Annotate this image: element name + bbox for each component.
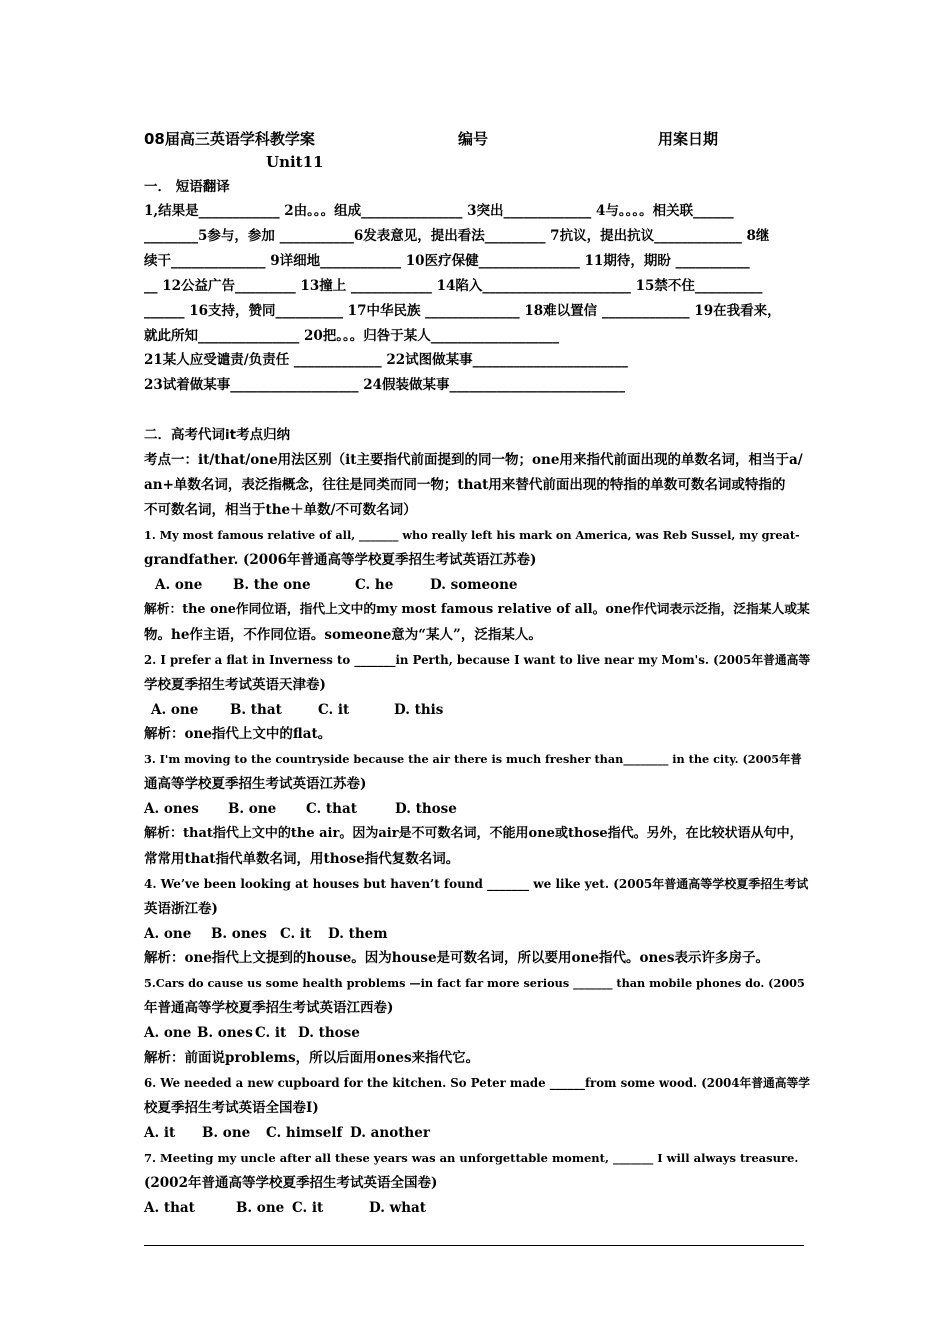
answer-options (144, 1199, 426, 1217)
analysis-line: 解析：the one作同位语，指代上文中的my most famous relative of all。one作代词表示泛指，泛指某人或某 (144, 602, 810, 617)
point-line: 不可数名词，相当于the＋单数/不可数名词） (144, 502, 417, 518)
question-line: 英语浙江卷) (144, 901, 218, 917)
phrase-line: 1,结果是____________ 2由。。。组成_______________ 3突出_____________ 4与。。。。相关联______ (144, 203, 734, 219)
analysis-line: 常常用that指代单数名词，用those指代复数名词。 (144, 851, 460, 867)
analysis-line: 解析：one指代上文中的flat。 (144, 726, 332, 742)
question-line: 4. We’ve been looking at houses but haven’t found _______ we like yet. (2005年普通高等学校夏季招生考试 (144, 877, 809, 891)
phrase-line: ______ 16支持，赞同__________ 17中华民族 ______________ 18难以置信 _____________ 19在我看来， (144, 303, 781, 319)
question-line: 7. Meeting my uncle after all these years was an unforgettable moment, _______ I will always treasure. (144, 1151, 799, 1165)
option: D. someone (430, 577, 518, 593)
phrase-line: __ 12公益广告_________ 13撞上 ____________ 14陷入______________________ 15禁不住__________ (144, 278, 763, 294)
option: A. one (151, 702, 199, 718)
answer-options (144, 1024, 360, 1042)
option: B. one (228, 801, 277, 817)
option: D. this (394, 702, 444, 718)
option: A. that (144, 1200, 195, 1216)
question-line: grandfather. (2006年普通高等学校夏季招生考试英语江苏卷) (144, 552, 537, 568)
option: D. what (369, 1200, 427, 1216)
date-label: 用案日期 (658, 130, 719, 148)
point-line: an+单数名词，表泛指概念，往往是同类而同一物；that用来替代前面出现的特指的单数可数名词或特指的 (144, 477, 786, 493)
question-line: 通高等学校夏季招生考试英语江苏卷) (144, 776, 367, 792)
option: C. it (292, 1200, 324, 1216)
option: C. it (318, 702, 350, 718)
option: B. that (230, 702, 282, 718)
option: A. ones (144, 801, 199, 817)
option: C. that (306, 801, 357, 817)
question-line: 6. We needed a new cupboard for the kitchen. So Peter made ______from some wood. (2004年普通高等学 (144, 1076, 810, 1090)
question-line: 2. I prefer a flat in Inverness to _______in Perth, because I want to live near my Mom's. (2005年普通高等 (144, 653, 811, 667)
option: A. one (144, 926, 192, 942)
question-line: 1. My most famous relative of all, _______ who really left his mark on America, was Reb Sussel, my great- (144, 528, 800, 542)
option: B. one (202, 1125, 251, 1141)
option: B. ones (197, 1025, 253, 1041)
answer-options (144, 1124, 430, 1142)
number-label: 编号 (458, 130, 489, 148)
answer-options (155, 576, 518, 594)
phrase-line: 23试着做某事___________________ 24假装做某事__________________________ (144, 377, 626, 393)
question-line: 年普通高等学校夏季招生考试英语江西卷) (144, 1000, 394, 1016)
option: A. it (144, 1125, 176, 1141)
option: C. he (355, 577, 394, 593)
analysis-line: 解析：that指代上文中的the air。因为air是不可数名词，不能用one或those指代。另外，在比较状语从句中， (144, 826, 803, 841)
option: A. one (144, 1025, 192, 1041)
question-line: 校夏季招生考试英语全国卷Ⅰ) (144, 1100, 319, 1116)
question-line: 学校夏季招生考试英语天津卷) (144, 677, 326, 693)
option: B. one (236, 1200, 285, 1216)
question-line: (2002年普通高等学校夏季招生考试英语全国卷) (144, 1175, 438, 1191)
document-title: 08届高三英语学科教学案 (144, 130, 315, 148)
option: D. those (395, 801, 457, 817)
option: A. one (155, 577, 203, 593)
analysis-line: 物。he作主语，不作同位语。someone意为“某人”，泛指某人。 (144, 627, 542, 643)
section2-heading: 二．高考代词it考点归纳 (144, 427, 291, 443)
option: C. himself (266, 1125, 343, 1141)
option: B. the one (233, 577, 311, 593)
analysis-line: 解析：one指代上文提到的house。因为house是可数名词，所以要用one指代。ones表示许多房子。 (144, 950, 769, 966)
option: B. ones (211, 926, 267, 942)
phrase-line: 续干______________ 9详细地____________ 10医疗保健_______________ 11期待，期盼 ___________ (144, 253, 750, 269)
option: D. another (350, 1125, 430, 1141)
option: D. those (298, 1025, 360, 1041)
analysis-line: 解析：前面说problems，所以后面用ones来指代它。 (144, 1050, 480, 1066)
point-line: 考点一：it/that/one用法区别（it主要指代前面提到的同一物；one用来指代前面出现的单数名词，相当于a/ (144, 452, 803, 468)
phrase-line: 就此所知_______________ 20把。。。归咎于某人___________________ (144, 328, 559, 344)
bottom-rule (144, 1245, 804, 1246)
answer-options (151, 701, 443, 719)
phrase-line: ________5参与，参加 ___________6发表意见，提出看法_________ 7抗议，提出抗议_____________ 8继 (144, 228, 770, 244)
answer-options (144, 800, 457, 818)
answer-options (144, 925, 388, 943)
option: D. them (328, 926, 388, 942)
phrase-line: 21某人应受谴责/负责任 _____________ 22试图做某事_______________________ (144, 352, 628, 368)
section1-heading: 一． 短语翻译 (144, 179, 230, 195)
option: C. it (255, 1025, 287, 1041)
question-line: 5.Cars do cause us some health problems —in fact far more serious _______ than mobile phones do. (2005 (144, 976, 805, 990)
option: C. it (280, 926, 312, 942)
question-line: 3. I'm moving to the countryside because the air there is much fresher than________ in the city. (2005年普 (144, 752, 802, 766)
unit-title: Unit11 (266, 153, 324, 171)
